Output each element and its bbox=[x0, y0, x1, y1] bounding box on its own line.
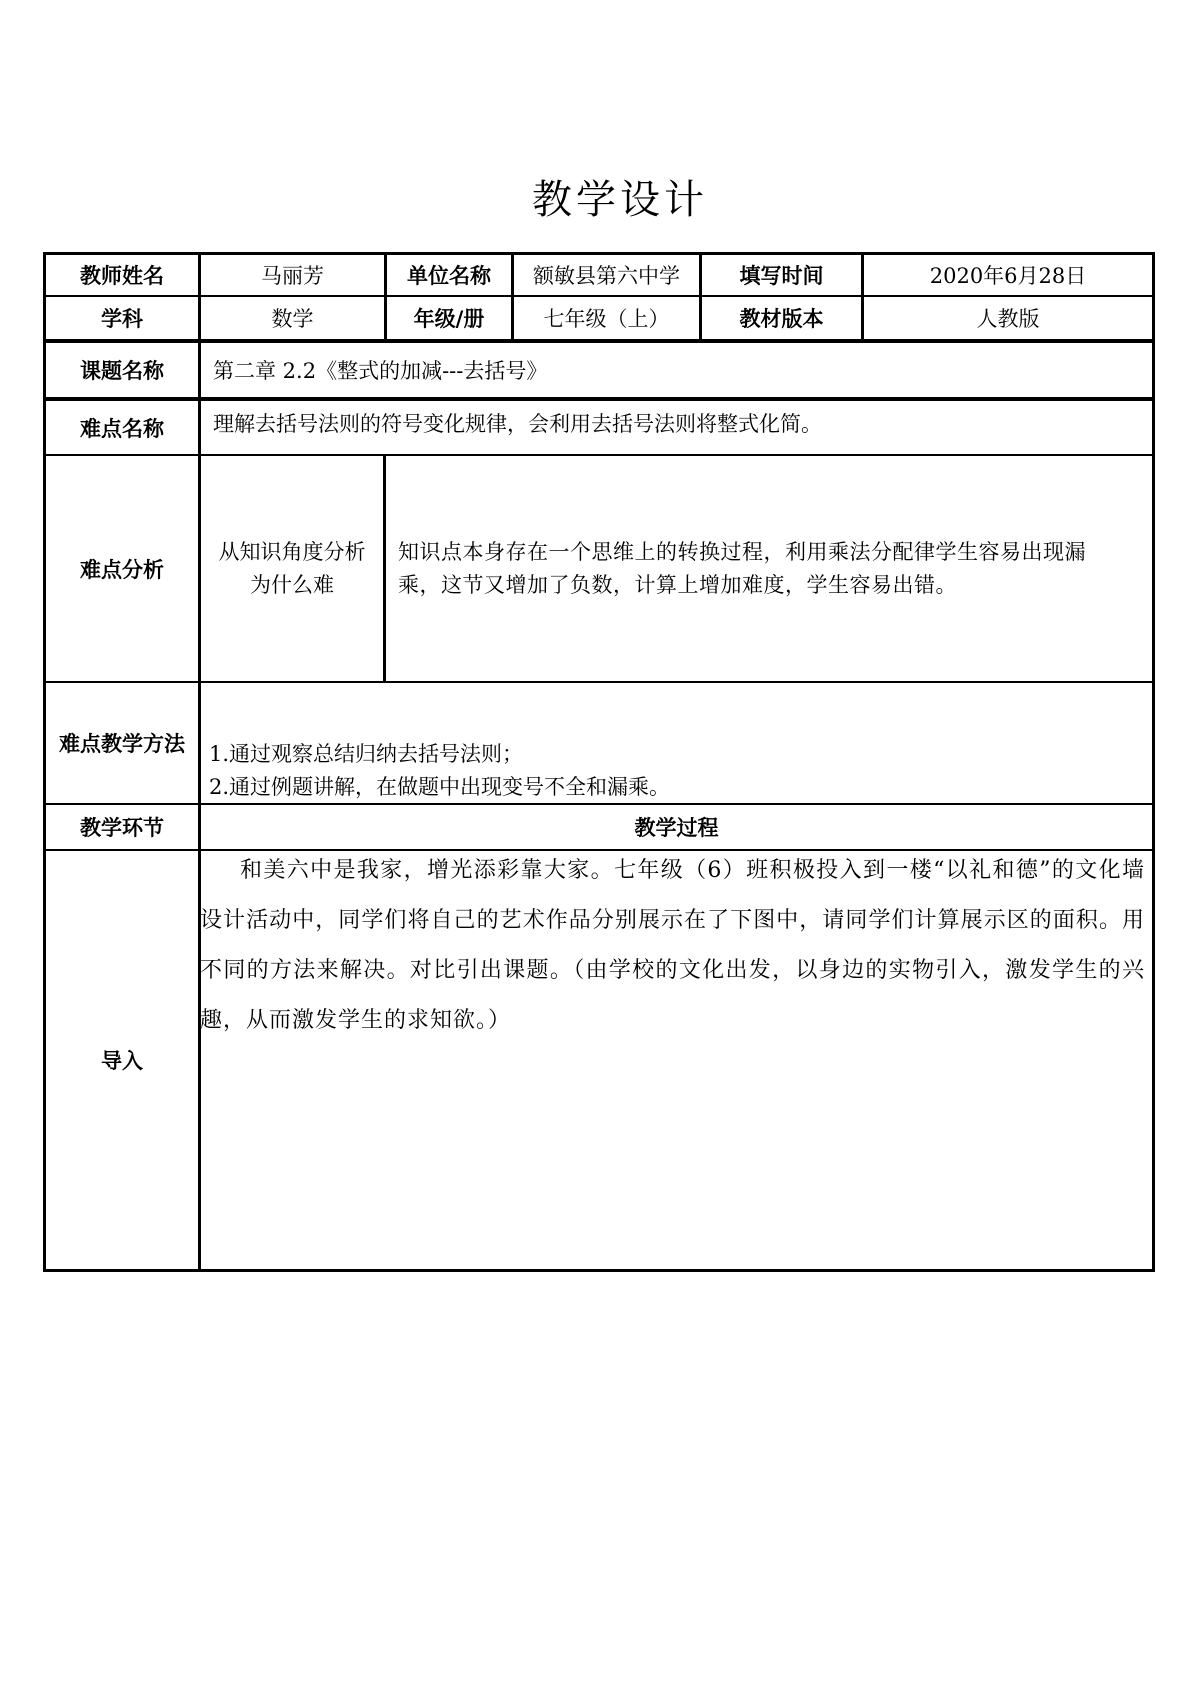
method-item-1: 1.通过观察总结归纳去括号法则； bbox=[209, 742, 524, 766]
analysis-text-line2: 乘，这节又增加了负数，计算上增加难度，学生容易出错。 bbox=[398, 572, 957, 597]
analysis-sub-label-line1: 从知识角度分析 bbox=[218, 539, 366, 564]
grade-value: 七年级（上） bbox=[543, 307, 670, 331]
intro-text: 和美六中是我家，增光添彩靠大家。七年级（6）班积极投入到一楼“以礼和德”的文化墙设计活动中，同学们将自己的艺术作品分别展示在了下图中，请同学们计算展示区的面积。用不同的方法来解决。对比引出课题。（由学校的文化出发，以身边的实物引入，激发学生的兴趣，从而激发学生的求知欲。） bbox=[200, 858, 1145, 1033]
stage-intro: 导入 bbox=[101, 1049, 143, 1073]
border-right bbox=[1152, 252, 1155, 1272]
edition-value: 人教版 bbox=[976, 307, 1040, 331]
border-bottom bbox=[43, 1269, 1155, 1272]
edition-label: 教材版本 bbox=[739, 307, 824, 331]
subject-value: 数学 bbox=[271, 307, 314, 331]
analysis-sub-label bbox=[201, 456, 383, 681]
unit-value: 额敏县第六中学 bbox=[533, 264, 680, 288]
method-text bbox=[201, 683, 1152, 803]
page-title: 教学设计 bbox=[532, 177, 708, 223]
analysis-label: 难点分析 bbox=[80, 557, 164, 582]
teacher-value: 马丽芳 bbox=[261, 264, 324, 288]
grade-label: 年级/册 bbox=[413, 307, 485, 331]
teacher-label: 教师姓名 bbox=[80, 264, 164, 288]
difficulty-value: 理解去括号法则的符号变化规律，会利用去括号法则将整式化简。 bbox=[213, 412, 822, 436]
date-value: 2020年6月28日 bbox=[929, 264, 1087, 288]
analysis-text-line1: 知识点本身存在一个思维上的转换过程，利用乘法分配律学生容易出现漏 bbox=[398, 539, 1086, 564]
process-header: 教学过程 bbox=[634, 816, 719, 840]
topic-label: 课题名称 bbox=[80, 359, 164, 383]
analysis-sub-label-line2: 为什么难 bbox=[250, 572, 334, 597]
date-label: 填写时间 bbox=[739, 264, 824, 288]
method-label: 难点教学方法 bbox=[59, 732, 185, 756]
difficulty-label: 难点名称 bbox=[80, 416, 164, 441]
method-item-2: 2.通过例题讲解，在做题中出现变号不全和漏乘。 bbox=[209, 775, 671, 799]
topic-value: 第二章 2.2《整式的加减---去括号》 bbox=[213, 359, 548, 383]
subject-label: 学科 bbox=[101, 307, 143, 331]
unit-label: 单位名称 bbox=[407, 264, 491, 288]
stage-header: 教学环节 bbox=[80, 816, 164, 840]
analysis-text bbox=[386, 456, 1152, 681]
